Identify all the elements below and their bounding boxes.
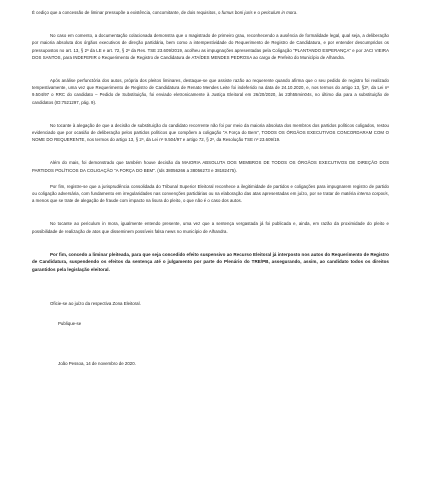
- requisitos-text-a: É cediço que a concessão de liminar pressupõe a existência, concomitante, de dois requisitos, o: [32, 10, 222, 15]
- interna-corporis-term: interna corporis: [357, 191, 388, 197]
- paragraph-alem-do-mais: Além do mais, foi demonstrado que também houve decisão da MAIORIA ABSOLUTA DOS MEMBROS DE TODOS OS ÓRGÃOS EXECUTIVOS DE DIREÇÃO DOS PARTIDOS POLÍTICOS DA COLIGAÇÃO "A FORÇA DO BEM". (Ids 38056266 a 38056273 e 38182475).: [32, 160, 389, 173]
- paragraph-requisitos: [32, 9, 389, 16]
- oficie-line: Oficie-se ao juízo da respectiva Zona Eleitoral.: [50, 300, 141, 306]
- requisitos-text-b: e o: [252, 10, 262, 15]
- location-date-line: João Pessoa, 14 de novembro de 2020.: [58, 360, 136, 366]
- paragraph-analise: Após análise perfunctória dos autos, própria dos pleitos liminares, destaque-se que assiste razão ao requerente quando afirma que o seu pedido de registro foi realizado tempestivamente, uma vez que Requerimento de Registro de Candidatura de Renato Mendes Leite foi indeferido na data de 24.10.2020, e, nos termos do artigo 13, §2º, da Lei nº 9.504/97 o RRC do candidato – Pedido de Substituição, foi enviado eletronicamente à Justiça Eleitoral em 26/20/2020, às 23h55min04s, no último dia para a substituição de candidatos (ID:7521297, pág. 9).: [32, 78, 389, 105]
- paragraph-tocante-deliberacao: No tocante à alegação de que a decisão de substituição do candidato recorrente não foi por meio da maioria absoluta dos membros dos partidos políticos coligados, restou evidenciado que por ocasião de deliberação pelos partidos políticos que compõem a coligação "A Força do Bem", TODOS OS ÓRGÃOS EXECUTIVOS CONCORDARAM COM O NOME DO REQUERENTE, nos termos do artigo 13, § 2º, da Lei nº 9.504/97 e artigo 72, § 2º, da Resolução TSE nº 23.609/19.: [32, 122, 389, 143]
- fumus-boni-juris-term: fumus boni juris: [221, 10, 253, 15]
- paragraph-decisao: Por fim, concedo a liminar pleiteada, para que seja concedido efeito suspensivo ao Recurso Eleitoral já interposto nos autos do Requerimento de Registro de Candidatura, suspendendo os efeitos da sentença até o julgamento por parte do Plenário do TRE/PB, assegurando, assim, ao candidato todos os direitos garantidos pela legislação eleitoral.: [32, 251, 389, 273]
- paragraph-periculum: No tocante ao periculum in mora, igualmente entendo presente, uma vez que a sentença vergastada já foi publicada e, ainda, em razão da proximidade do pleito e possibilidade de realização de atos que disseminem possíveis falsa news no município de Alhandra.: [32, 221, 389, 234]
- publique-line: Publique-se: [58, 320, 82, 326]
- requisitos-text-c: .: [296, 10, 298, 15]
- periculum-in-mora-term: periculum in mora: [261, 10, 297, 15]
- jurisprudencia-text-a: Por fim, registre-se que a jurisprudência consolidada do Tribunal Superior Eleitoral reconhece a ilegitimidade de partidos e coligações para impugnarem registro de partido ou coligação adversária, com fundamento em irregularidades nas convenções partidárias ou na elaboração das atas apresentadas em juízo, por se tratar de matéria: [32, 183, 389, 197]
- paragraph-caso-em-comento: No caso em comento, a documentação colacionada demonstra que o magistrado de primeiro grau, reconhecendo a ausência de formalidade legal, qual seja, a deliberação por maioria absoluta dos órgãos executivos de direção partidária, bem como a intempestividade do Requerimento de Registro de Candidatura, e por entender descumpridos os pressupostos no art. 13, § 2º da LE e art. 72, § 2º da Res. TSE 23.609/2019, acolheu as impugnações apresentadas pela Coligação "PLANTANDO ESPERANÇA" e por JACI VIEIRA DOS SANTOS, para INDEFERIR o Requerimento de Registro de Candidatura de ATAÍDES MENDES PEDROSA ao cargo de Prefeito do Município de Alhandra.: [32, 33, 389, 60]
- jurisprudencia-text-b: , a menos que se trate de alegação de fraude com impacto na lisura do pleito, o que não é o caso dos autos.: [32, 191, 389, 204]
- paragraph-jurisprudencia: [32, 183, 389, 205]
